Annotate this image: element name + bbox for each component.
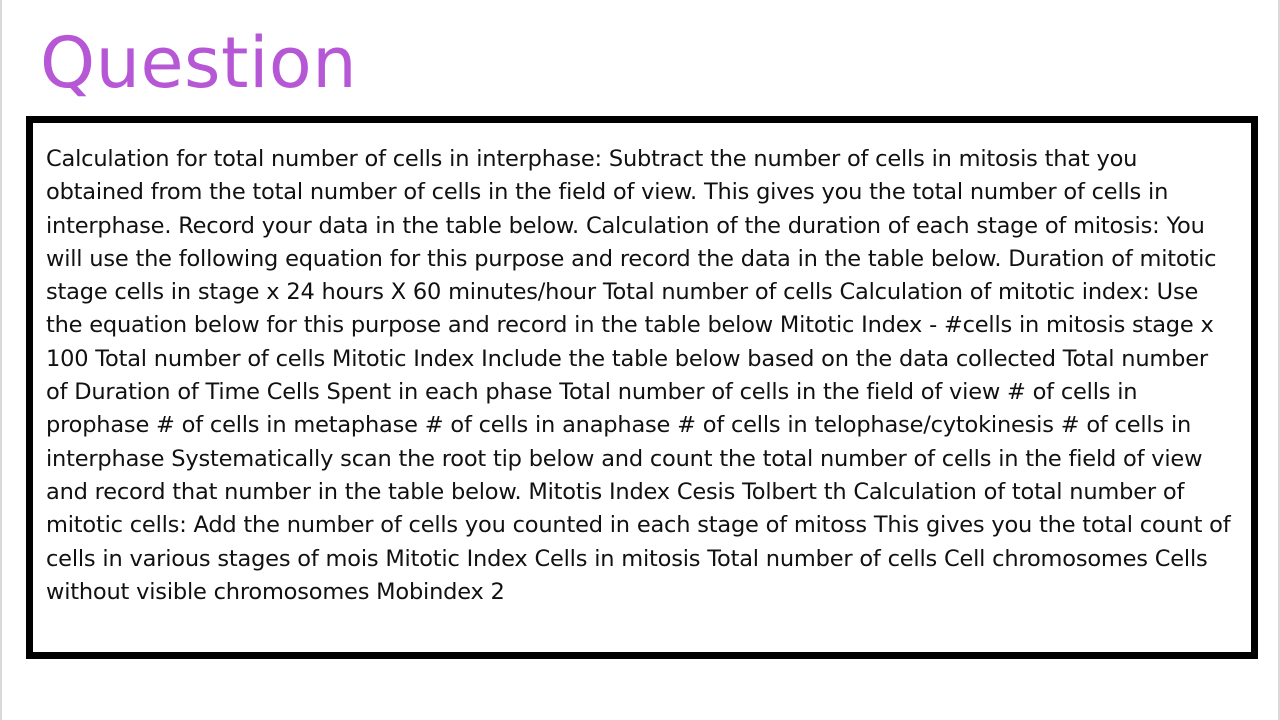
page-title: Question (40, 22, 358, 104)
question-text: Calculation for total number of cells in interphase: Subtract the number of cells in mitosis that you obtained from the total number of cells in the field of view. This gives you the total number of cells in interphase. Record your data in the table below. Calculation of the duration of each stage of mitosis: You will use the following equation for this purpose and record the data in the table below. Duration of mitotic stage cells in stage x 24 hours X 60 minutes/hour Total number of cells Calculation of mitotic index: Use the equation below for this purpose and record in the table below Mitotic Index - #cells in mitosis stage x 100 Total number of cells Mitotic Index Include the table below based on the data collected Total number of Duration of Time Cells Spent in each phase Total number of cells in the field of view # of cells in prophase # of cells in metaphase # of cells in anaphase # of cells in telophase/cytokinesis # of cells in interphase Systematically scan the root tip below and count the total number of cells in the field of view and record that number in the table below. Mitotis Index Cesis Tolbert th Calculation of total number of mitotic cells: Add the number of cells you counted in each stage of mitoss This gives you the total count of cells in various stages of mois Mitotic Index Cells in mitosis Total number of cells Cell chromosomes Cells without visible chromosomes Mobindex 2 (46, 146, 1231, 605)
question-box (26, 116, 1258, 659)
